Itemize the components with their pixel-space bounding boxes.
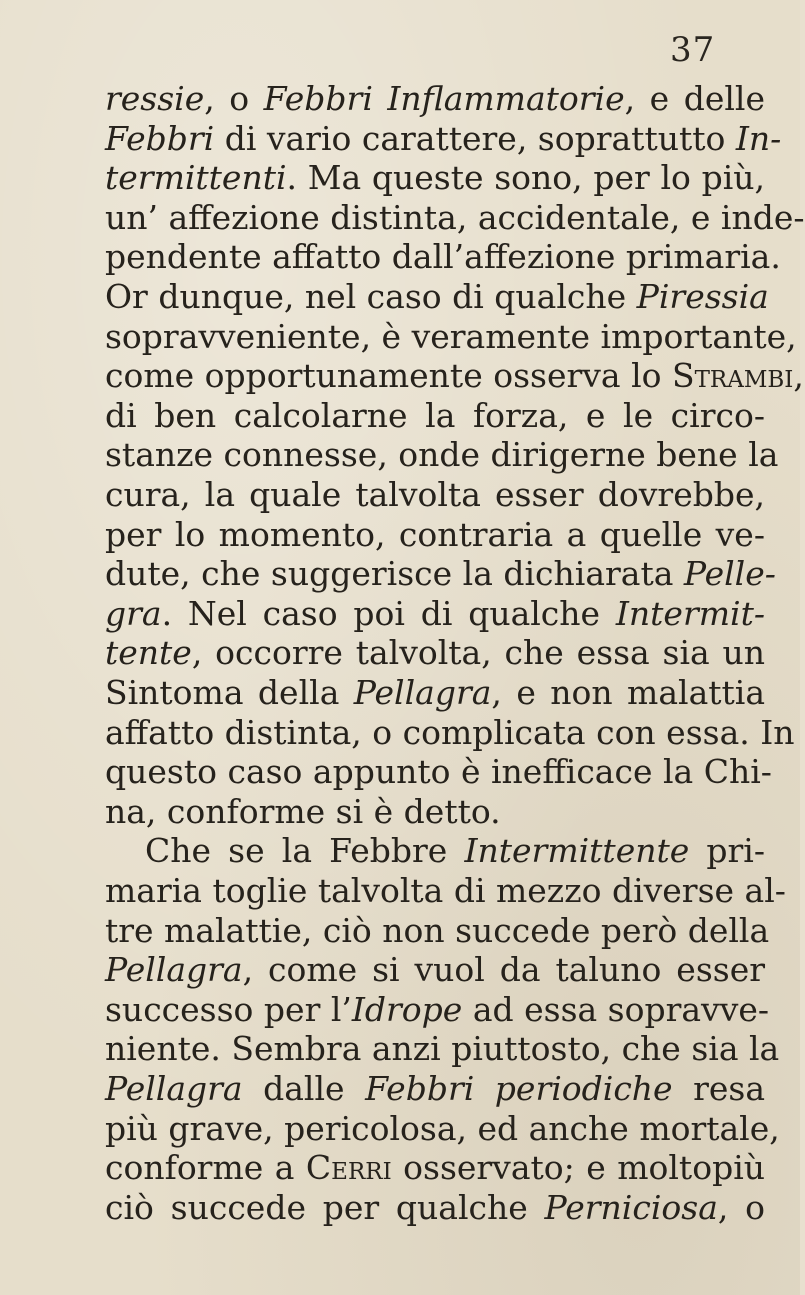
text-segment: In- — [735, 118, 782, 158]
text-segment: na, conforme si è detto. — [105, 791, 501, 831]
text-segment: osservato; e moltopiù — [391, 1148, 765, 1188]
text-segment: , e non malattia — [491, 673, 765, 712]
text-segment: Idrope — [351, 989, 463, 1029]
text-segment: Perniciosa — [544, 1187, 718, 1227]
text-segment: Intermit- — [615, 593, 765, 633]
text-segment: Intermittente — [464, 831, 690, 871]
text-segment: . Ma queste sono, per lo più, — [286, 158, 765, 198]
text-segment: conforme a — [105, 1148, 306, 1188]
text-segment: termittenti — [105, 158, 287, 198]
text-line — [105, 1185, 765, 1231]
text-segment: Che se la Febbre — [145, 831, 465, 871]
page-number: 37 — [670, 30, 716, 70]
text-segment: Or dunque, nel caso di qualche — [105, 277, 637, 316]
text-segment: questo caso appunto è inefficace la Chi- — [105, 752, 772, 792]
text-segment: Sintoma della — [105, 673, 354, 712]
text-segment: Pellagra — [353, 673, 492, 712]
text-segment: ressie — [105, 79, 205, 118]
text-segment: Pellagra — [105, 950, 243, 990]
text-segment: un’ affezione distinta, accidentale, e inde- — [105, 197, 805, 237]
text-segment: di ben calcolarne la forza, e le circo- — [105, 395, 765, 435]
text-segment: dalle — [242, 1069, 366, 1108]
text-segment: per lo momento, contraria a quelle ve- — [105, 514, 765, 554]
text-segment: , occorre talvolta, che essa sia un — [191, 633, 765, 673]
text-segment: Febbri — [105, 118, 215, 158]
text-segment: tre malattie, ciò non succede però della — [105, 910, 770, 950]
text-segment: dute, che suggerisce la dichiarata — [105, 554, 684, 594]
text-segment: . Nel caso poi di qualche — [161, 593, 616, 633]
text-segment: , e delle — [624, 79, 765, 118]
text-segment: come opportunamente osserva lo — [105, 356, 672, 396]
text-segment: di vario carattere, soprattutto — [214, 118, 736, 158]
text-segment: ciò succede per qualche — [105, 1187, 545, 1227]
text-segment: niente. Sembra anzi piuttosto, che sia la — [105, 1029, 780, 1069]
text-segment: resa — [672, 1069, 766, 1108]
text-segment: Pelle- — [683, 554, 776, 594]
text-segment: Febbri Inflammatorie — [263, 79, 625, 118]
text-segment: affatto distinta, o complicata con essa. In — [105, 712, 795, 752]
text-segment: stanze connesse, onde dirigerne bene la — [105, 435, 779, 475]
text-segment: successo per l’ — [105, 989, 352, 1029]
text-segment: Piressia — [636, 277, 769, 316]
text-segment: più grave, pericolosa, ed anche mortale, — [105, 1108, 780, 1148]
text-segment: maria toglie talvolta di mezzo diverse al- — [105, 871, 786, 910]
text-segment: pri- — [689, 831, 766, 871]
text-segment: Pellagra — [105, 1069, 243, 1108]
text-segment: , o — [204, 79, 264, 118]
text-segment: ad essa sopravve- — [462, 989, 770, 1029]
text-segment: Febbri periodiche — [365, 1069, 673, 1108]
text-segment: cura, la quale talvolta esser dovrebbe, — [105, 475, 765, 514]
text-segment: Cerri — [305, 1148, 392, 1188]
text-segment: sopravveniente, è veramente importante, — [105, 316, 797, 356]
text-segment: gra — [105, 593, 162, 633]
text-segment: , o — [717, 1187, 765, 1227]
text-segment: Strambi — [671, 356, 794, 396]
text-segment: pendente affatto dall’affezione primaria. — [105, 237, 781, 277]
text-segment: tente — [105, 633, 192, 673]
text-segment: , come si vuol da taluno esser — [242, 950, 765, 990]
text-segment: , — [793, 356, 804, 396]
